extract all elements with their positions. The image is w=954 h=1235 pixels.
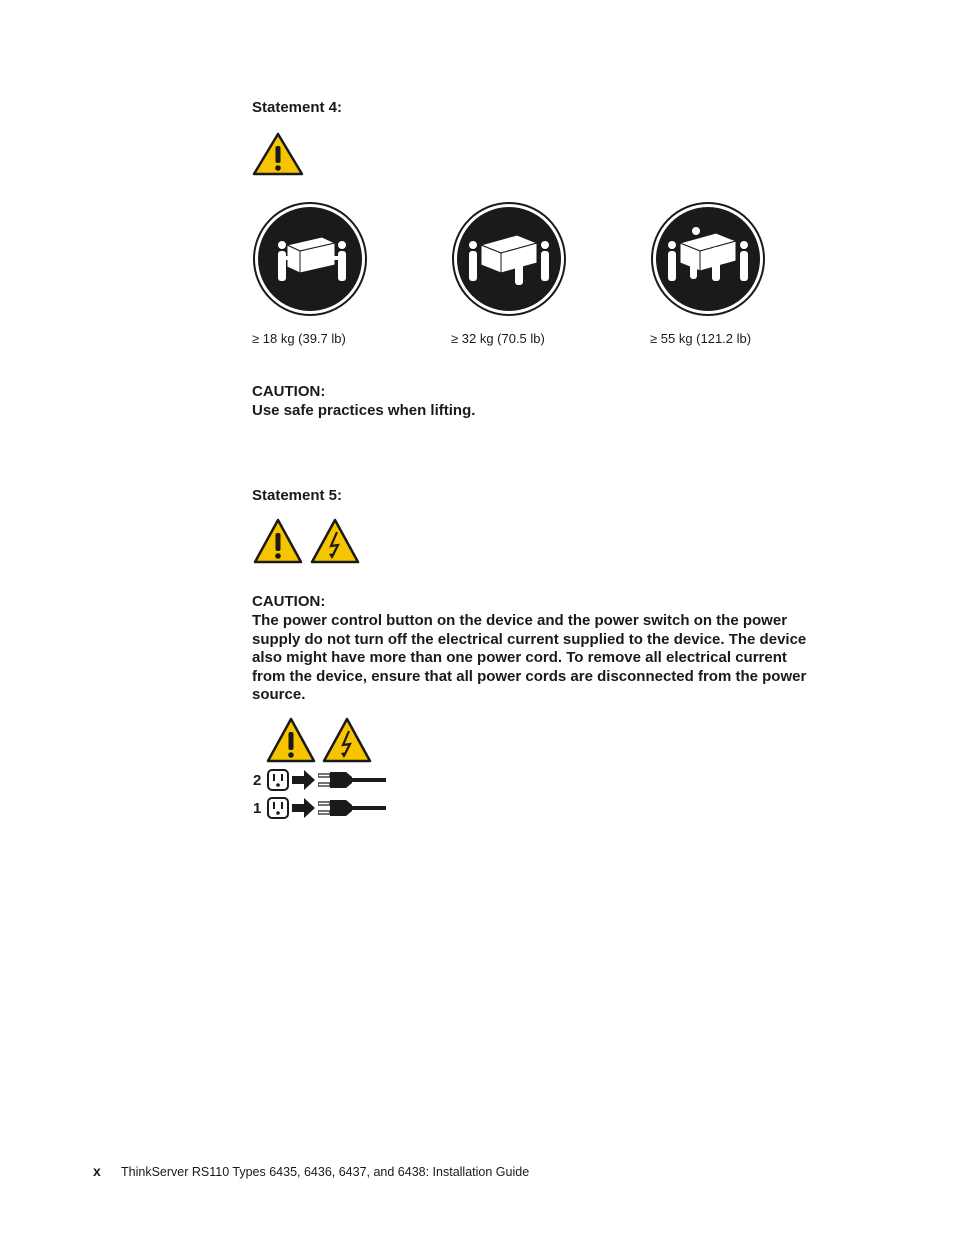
lifting-icon (451, 201, 567, 317)
electrical-hazard-icon (322, 717, 372, 763)
footer-title: ThinkServer RS110 Types 6435, 6436, 6437, and 6438: Installation Guide (121, 1165, 530, 1179)
caution-title: CAUTION: (252, 383, 326, 400)
arrow-icon (292, 797, 316, 819)
caution-triangle-icon (252, 132, 304, 176)
caution-text (252, 612, 852, 705)
weight-label: ≥ 18 kg (39.7 lb) (252, 331, 346, 346)
caution-text: Use safe practices when lifting. (252, 402, 476, 419)
power-plug-icon (318, 798, 388, 818)
weight-label: ≥ 32 kg (70.5 lb) (451, 331, 545, 346)
weight-label: ≥ 55 kg (121.2 lb) (650, 331, 752, 346)
outlet-icon (267, 769, 289, 791)
outlet-icon (267, 797, 289, 819)
cord-number: 2 (253, 772, 262, 789)
caution-line: source. (252, 686, 306, 704)
lifting-icon (252, 201, 368, 317)
arrow-icon (292, 769, 316, 791)
caution-line: from the device, ensure that all power cords are disconnected from the power (252, 667, 807, 685)
caution-triangle-icon (266, 717, 316, 763)
statement-4-heading: Statement 4: (252, 99, 343, 116)
power-plug-icon (318, 770, 388, 790)
electrical-hazard-icon (310, 518, 360, 564)
statement-5-heading: Statement 5: (252, 487, 343, 504)
caution-line: also might have more than one power cord. To remove all electrical current (252, 649, 787, 667)
caution-title: CAUTION: (252, 593, 326, 610)
caution-line: supply do not turn off the electrical current supplied to the device. The device (252, 630, 807, 648)
caution-triangle-icon (253, 518, 303, 564)
lifting-icon (650, 201, 766, 317)
page-number: x (93, 1163, 101, 1179)
cord-number: 1 (253, 800, 262, 817)
caution-line: The power control button on the device and the power switch on the power (252, 612, 788, 629)
